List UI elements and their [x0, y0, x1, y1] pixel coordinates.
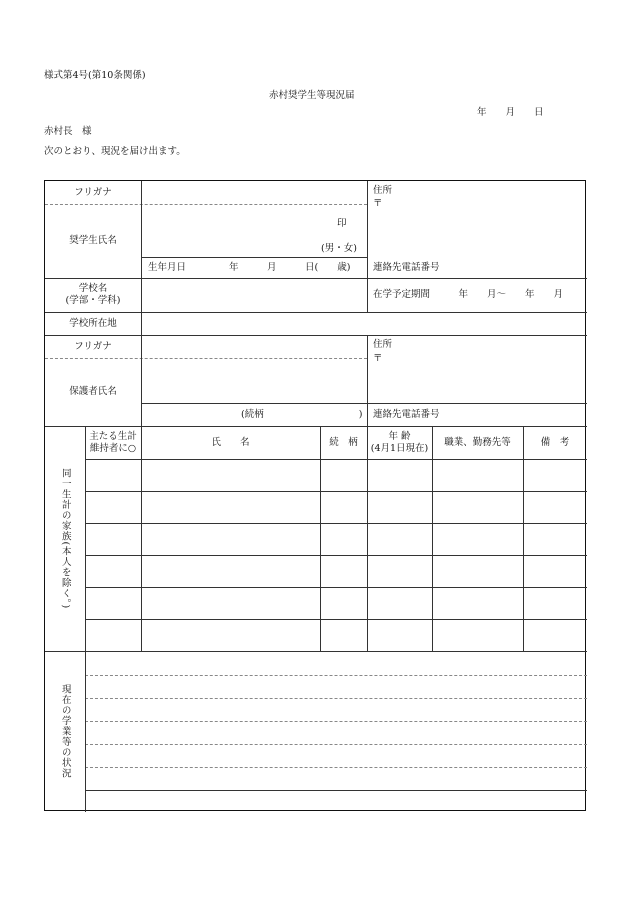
table-row[interactable]	[86, 620, 586, 650]
guardian-address-input[interactable]	[368, 366, 586, 403]
table-row[interactable]	[86, 524, 586, 554]
addressee: 赤村長 様	[44, 126, 92, 137]
student-furigana-label: フリガナ	[74, 186, 112, 198]
guardian-phone-label: 連絡先電話番号	[373, 409, 440, 420]
guardian-relation-field[interactable]: (続柄 )	[241, 409, 363, 420]
report-form	[44, 180, 586, 811]
school-address-label: 学校所在地	[69, 317, 117, 329]
col-notes: 備 考	[540, 436, 570, 448]
guardian-furigana-input[interactable]	[142, 336, 366, 358]
submission-date[interactable]: 年 月 日	[477, 107, 544, 118]
school-name-input[interactable]	[142, 279, 366, 311]
intro-text: 次のとおり、現況を届け出ます。	[44, 146, 186, 157]
student-postal-mark: 〒	[373, 198, 383, 209]
col-age: 年 齢 (4月1日現在)	[370, 430, 429, 454]
form-number: 様式第4号(第10条関係)	[44, 70, 146, 81]
student-address-input[interactable]	[368, 211, 586, 257]
col-name: 氏 名	[211, 436, 250, 448]
seal-mark: 印	[337, 218, 347, 229]
guardian-name-input[interactable]	[142, 359, 366, 403]
table-row[interactable]	[86, 492, 586, 522]
status-text-area[interactable]	[86, 652, 586, 811]
guardian-address-label: 住所	[373, 339, 393, 350]
col-relation: 続 柄	[329, 436, 358, 448]
family-side-label: 同一生計の家族(本人を除く。)	[59, 467, 71, 610]
guardian-name-label: 保護者氏名	[69, 386, 117, 398]
form-title: 赤村奨学生等現況届	[269, 90, 355, 101]
student-furigana-input[interactable]	[142, 182, 366, 204]
col-breadwinner: 主たる生計 維持者に○	[89, 430, 137, 454]
student-phone-label: 連絡先電話番号	[373, 262, 440, 273]
sex-selector[interactable]: (男・女)	[321, 243, 357, 254]
student-name-label: 奨学生氏名	[69, 235, 117, 247]
status-side-label: 現在の学業等の状況	[59, 683, 71, 779]
birth-date-fields[interactable]: 年 月 日( 歳)	[229, 262, 351, 273]
table-row[interactable]	[86, 588, 586, 618]
student-address-label: 住所	[373, 185, 393, 196]
enrollment-period[interactable]: 在学予定期間 年 月〜 年 月	[373, 289, 564, 300]
school-name-label: 学校名 (学部・学科)	[65, 283, 121, 306]
school-address-input[interactable]	[142, 313, 586, 334]
col-occupation: 職業、勤務先等	[444, 436, 511, 448]
table-row[interactable]	[86, 460, 586, 490]
table-row[interactable]	[86, 556, 586, 586]
guardian-postal-mark: 〒	[373, 353, 383, 364]
birth-date-label: 生年月日	[148, 262, 187, 273]
guardian-furigana-label: フリガナ	[74, 340, 112, 352]
